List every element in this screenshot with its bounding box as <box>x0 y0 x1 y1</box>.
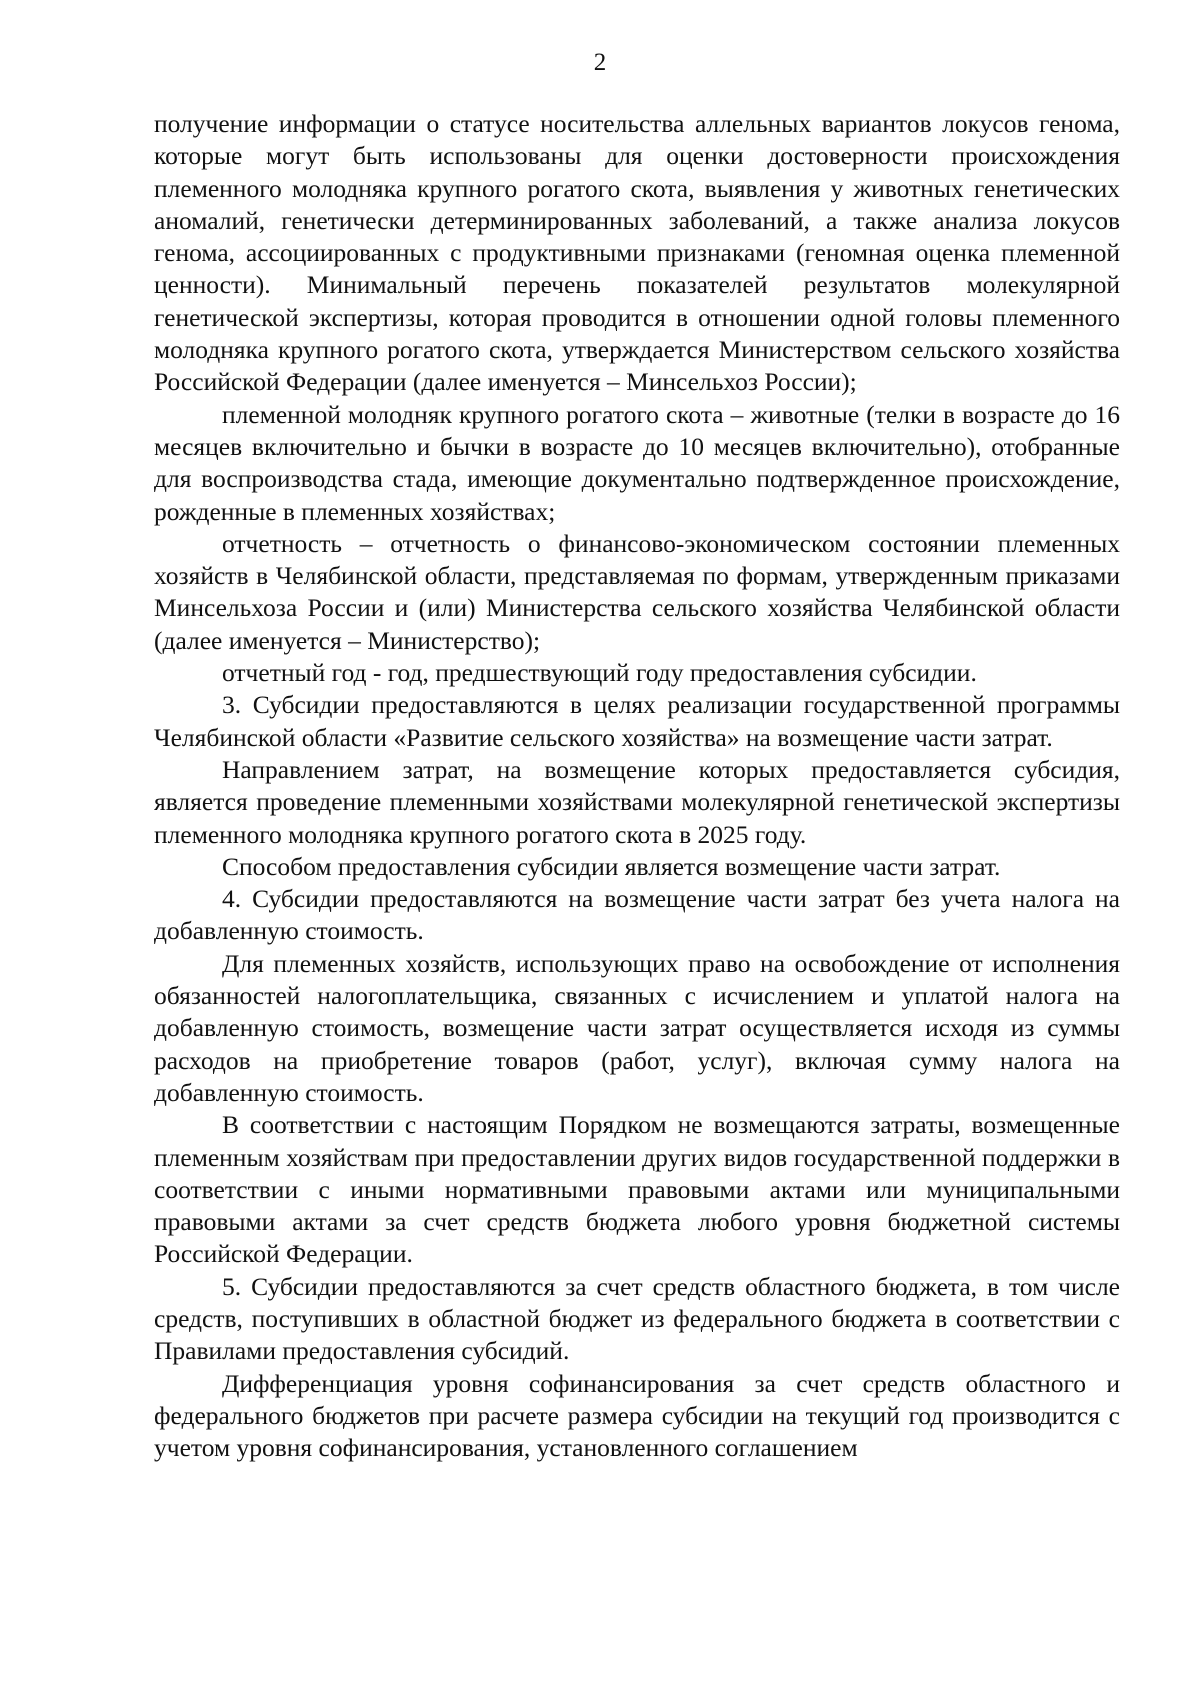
paragraph-subsidy-method: Способом предоставления субсидии является возмещение части затрат. <box>222 851 1001 881</box>
page-number: 2 <box>593 49 607 76</box>
paragraph-reporting-definition: отчетность – отчетность о финансово-экономическом состоянии племенных хозяйств в Челябинской области, представляемая по формам, утвержденным приказами Минсельхоза России и (или) Министерства сельского хозяйства Челябинской области (далее именуется – Министерство); <box>154 528 1120 655</box>
paragraph-reporting-year-definition: отчетный год - год, предшествующий году предоставления субсидии. <box>222 658 977 688</box>
paragraph-cofinancing: Дифференциация уровня софинансирования за счет средств областного и федерального бюджетов при расчете размера субсидии на текущий год производится с учетом уровня софинансирования, установленного соглашением <box>154 1368 1120 1463</box>
paragraph-section-3: 3. Субсидии предоставляются в целях реализации государственной программы Челябинской области «Развитие сельского хозяйства» на возмещение части затрат. <box>154 690 1120 752</box>
paragraph-genetic-expertise-definition: получение информации о статусе носительства аллельных вариантов локусов генома, которые могут быть использованы для оценки достоверности происхождения племенного молодняка крупного рогатого скота, выявления у животных генетических аномалий, генетически детерминированных заболеваний, а также анализа локусов генома, ассоциированных с продуктивными признаками (геномная оценка племенной ценности). Минимальный перечень показателей результатов молекулярной генетической экспертизы, которая проводится в отношении одной головы племенного молодняка крупного рогатого скота, утверждается Министерством сельского хозяйства Российской Федерации (далее именуется – Минсельхоз России); <box>154 109 1120 397</box>
paragraph-section-5: 5. Субсидии предоставляются за счет средств областного бюджета, в том числе средств, поступивших в областной бюджет из федерального бюджета в соответствии с Правилами предоставления субсидий. <box>154 1271 1120 1366</box>
paragraph-cost-direction: Направлением затрат, на возмещение которых предоставляется субсидия, является проведение племенными хозяйствами молекулярной генетической экспертизы племенного молодняка крупного рогатого скота в 2025 году. <box>154 754 1120 849</box>
paragraph-non-reimbursed-costs: В соответствии с настоящим Порядком не возмещаются затраты, возмещенные племенным хозяйствам при предоставлении других видов государственной поддержки в соответствии с иными нормативными правовыми актами или муниципальными правовыми актами за счет средств бюджета любого уровня бюджетной системы Российской Федерации. <box>154 1110 1120 1269</box>
paragraph-section-4: 4. Субсидии предоставляются на возмещение части затрат без учета налога на добавленную стоимость. <box>154 884 1120 946</box>
paragraph-vat-exemption: Для племенных хозяйств, использующих право на освобождение от исполнения обязанностей налогоплательщика, связанных с исчислением и уплатой налога на добавленную стоимость, возмещение части затрат осуществляется исходя из суммы расходов на приобретение товаров (работ, услуг), включая сумму налога на добавленную стоимость. <box>154 948 1120 1107</box>
document-body <box>154 108 1120 1464</box>
paragraph-breeding-young-stock-definition: племенной молодняк крупного рогатого скота – животные (телки в возрасте до 16 месяцев включительно и бычки в возрасте до 10 месяцев включительно), отобранные для воспроизводства стада, имеющие документально подтвержденное происхождение, рожденные в племенных хозяйствах; <box>154 399 1120 526</box>
